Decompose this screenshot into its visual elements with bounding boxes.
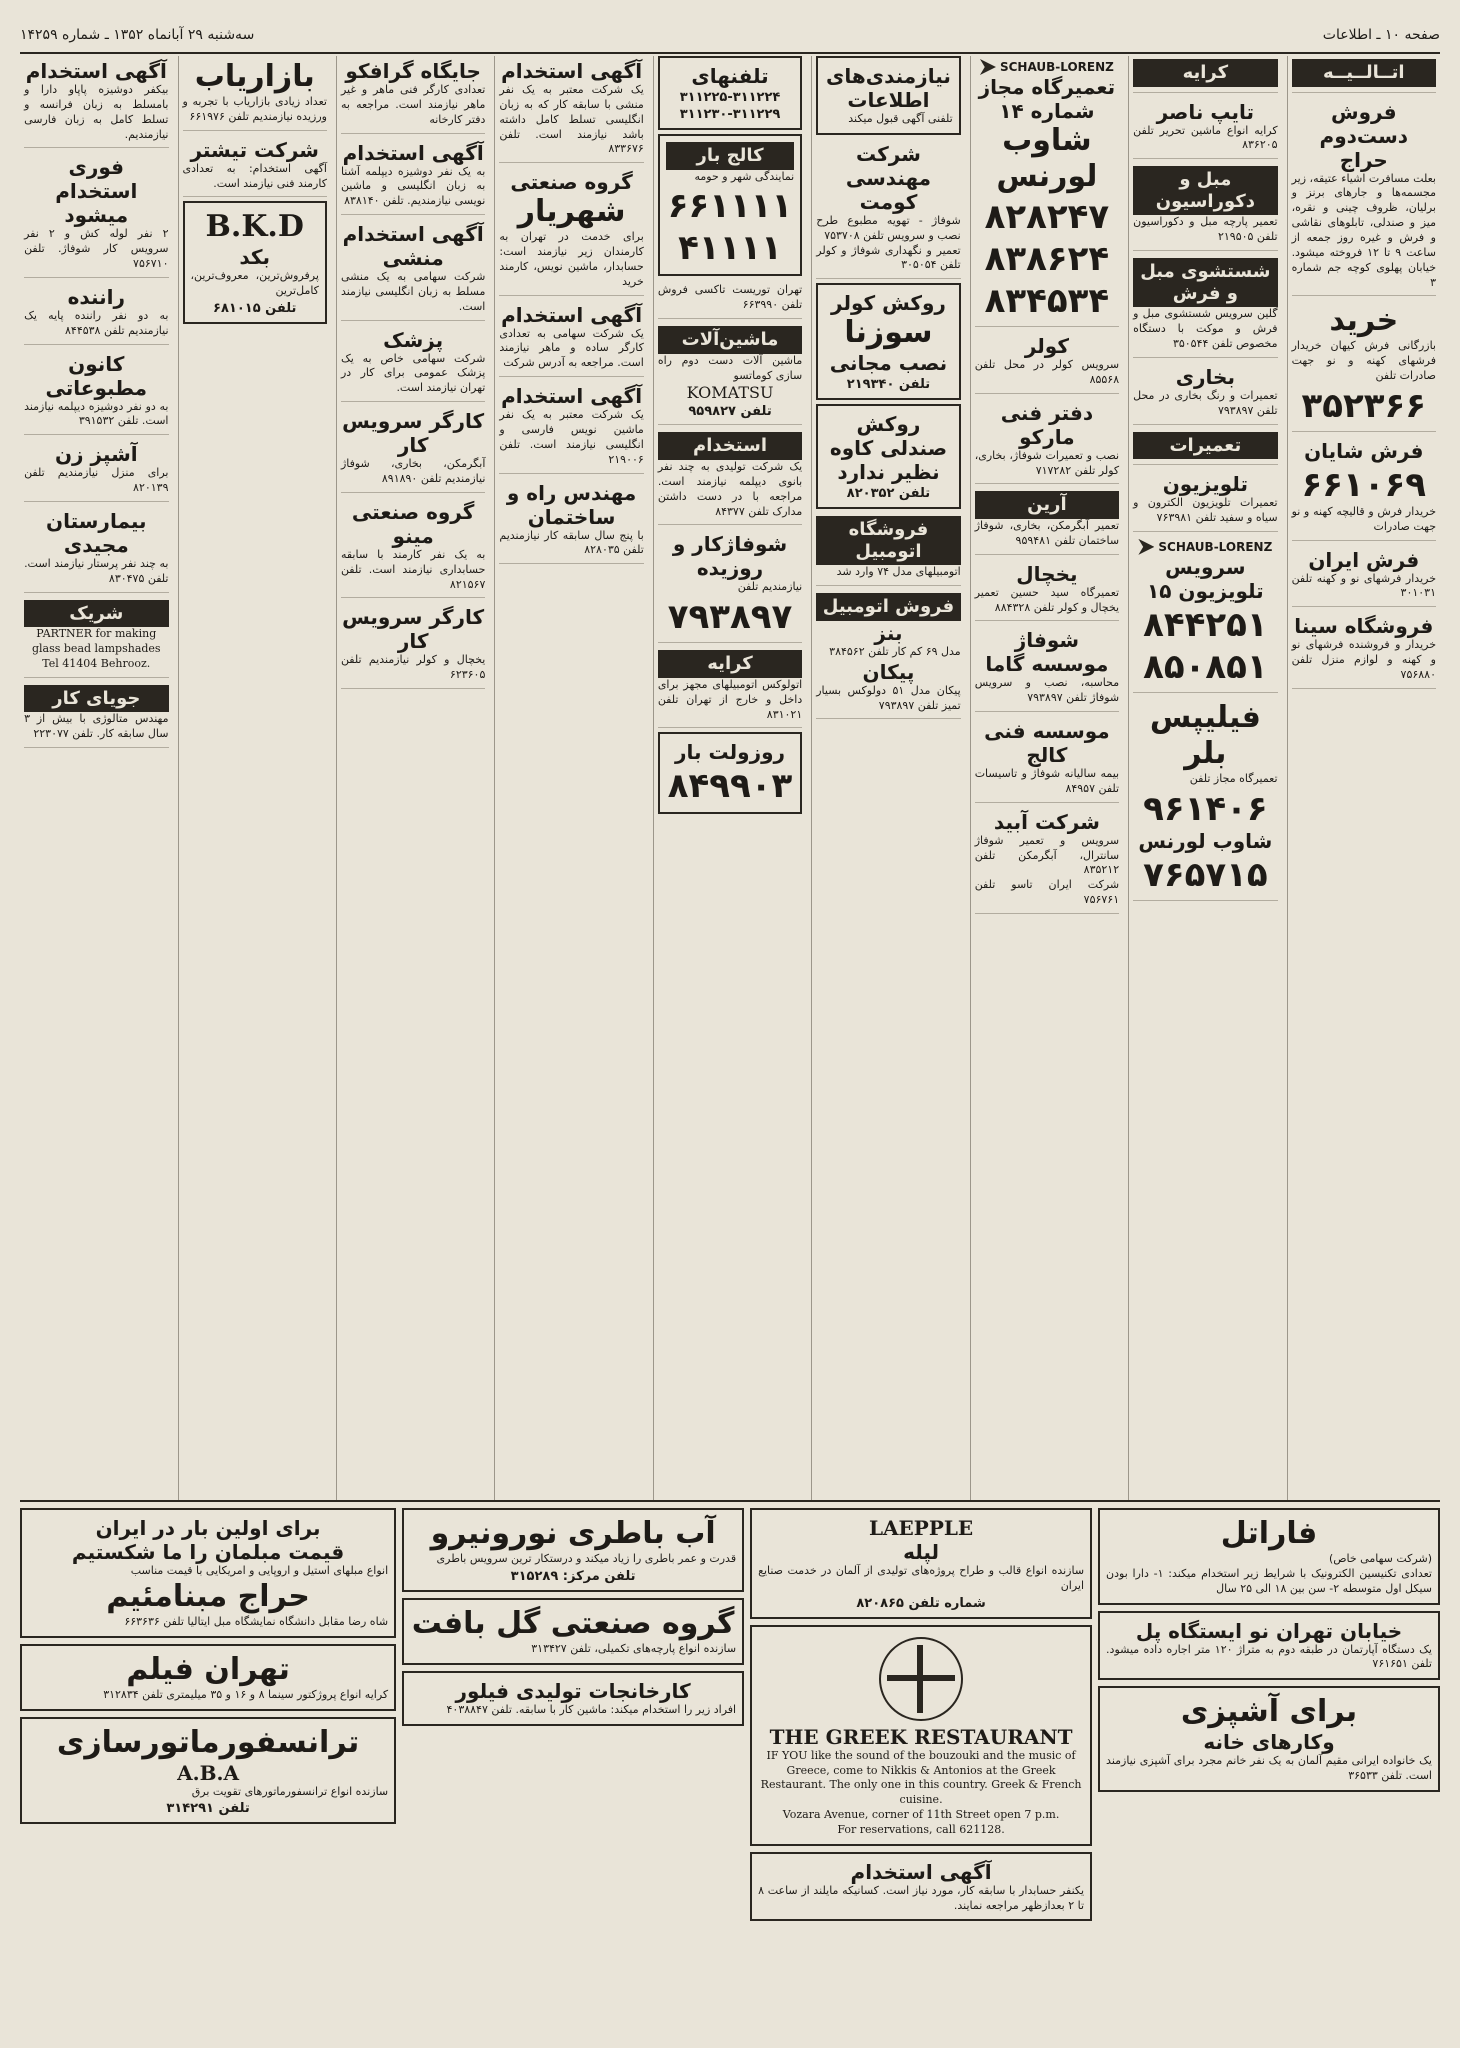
bottom-col-farateel <box>1098 1508 1440 2028</box>
ad-title: شرکت تیشتر <box>190 137 319 162</box>
ad-title: بازاریاب <box>194 59 315 94</box>
ad-text: آبگرمکن، بخاری، شوفاژ نیازمندیم تلفن ۸۹۱۸۹۰ <box>340 457 486 485</box>
ad-text: یخچال و کولر نیازمندیم تلفن ۶۲۳۶۰۵ <box>340 653 486 682</box>
ad-title: کالج بار <box>666 142 794 170</box>
ad-text: (شرکت سهامی خاص) <box>1328 1552 1432 1565</box>
ad-text: به دو نفر دوشیزه دیپلمه نیازمند است. تلفن ۳۹۱۵۳۲ <box>24 399 169 428</box>
ad-phone: ۹۶۱۴۰۶ <box>1143 788 1268 829</box>
section-heading: استخدام <box>658 432 802 460</box>
ad-title: آگهی استخدام منشی <box>342 222 484 271</box>
ad-brand: B.K.D <box>205 209 304 245</box>
windmill-icon <box>879 1637 963 1721</box>
ad-brand: KOMATSU <box>686 383 774 403</box>
ad-text: برای خدمت در تهران به کارمندان زیر نیازمند است: حسابدار، ماشین نویس، کارمند خرید <box>499 230 644 288</box>
ad-text: مدل ۶۹ کم کار تلفن ۳۸۴۵۶۲ <box>829 644 961 658</box>
section-heading: تعمیرات <box>1133 432 1277 460</box>
ad-title: مهندس راه و ساختمان <box>506 480 637 529</box>
ad-text: به چند نفر پرستار نیازمند است. تلفن ۸۳۰۴۷۵ <box>24 556 169 585</box>
section-heading: کرایه <box>1133 59 1277 87</box>
ad-phone: ۶۶۱۰۶۹ <box>1301 464 1427 505</box>
ad-title: بخاری <box>1175 364 1235 389</box>
ad-title: روکش کولر <box>831 291 946 316</box>
page-label: صفحه ۱۰ ـ اطلاعات <box>1322 27 1440 43</box>
ad-text: نیازمندیم تلفن <box>737 580 803 594</box>
ad-title: فیلیپس بلر <box>1149 699 1261 771</box>
banner-phones: ۳۱۱۲۳۰-۳۱۱۲۲۹ <box>679 107 781 122</box>
ad-text: بازرگانی فرش کیهان خریدار فرشهای کهنه و نو جهت صادرات تلفن <box>1291 339 1436 383</box>
ad-title: کارخانجات تولیدی فیلور <box>455 1678 691 1703</box>
banner-phones: ۳۱۱۲۲۵-۳۱۱۲۲۴ <box>679 90 781 105</box>
ad-text: خریدار فرش و قالیچه کهنه و نو جهت صادرات <box>1291 504 1436 533</box>
banner-phones-label: تلفنهای <box>691 64 769 88</box>
ad-text: اتولوکس اتومبیلهای مجهز برای داخل و خارج از تهران تلفن ۸۳۱۰۲۱ <box>657 677 803 721</box>
ad-reservations: For reservations, call 621128. <box>837 1822 1005 1836</box>
ad-text: سرویس و تعمیر شوفاژ سانترال، آبگرمکن تلفن ۸۳۵۲۱۲ <box>974 833 1120 877</box>
ad-title: فاراتل <box>1220 1516 1318 1551</box>
ad-text: بعلت مسافرت اشیاء عتیقه، زیر مجسمه‌ها و جارهای برنز و برلیان، ظروف چینی و نقره، میز و صندلی، تابلوهای نقاشی و فرش و غیره روز جمعه از ساعت ۹ تا ۱۲ فروخته میشود. خیابان پهلوی کوچه جم شماره ۳ <box>1291 171 1437 289</box>
ad-title: فرش ایران <box>1308 547 1420 572</box>
ad-text: PARTNER for making glass bead lampshades Tel 41404 Behrooz. <box>31 627 161 670</box>
ad-phone: تلفن مرکز: ۳۱۵۲۸۹ <box>510 1568 636 1584</box>
ad-title: بیمارستان مجیدی <box>46 508 147 557</box>
section-heading: فروشگاه اتومبیل <box>816 516 960 565</box>
ad-phone: ۸۳۴۵۳۴ <box>984 281 1110 321</box>
ad-text: کرایه انواع ماشین تحریر تلفن ۸۳۶۲۰۵ <box>1133 123 1278 152</box>
ad-title: آگهی استخدام <box>25 59 167 83</box>
ad-text: تعمیر آبگرمکن، بخاری، شوفاژ ساختمان تلفن ۹۵۹۴۸۱ <box>974 518 1120 547</box>
ad-phone: ۳۵۲۳۶۶ <box>1301 385 1427 426</box>
ad-text: پرفروش‌ترین، معروف‌ترین، کامل‌ترین <box>190 269 319 298</box>
ad-text: تعمیرات و رنگ بخاری در محل تلفن ۷۹۳۸۹۷ <box>1133 388 1278 417</box>
ad-phone: تلفن ۲۱۹۳۴۰ <box>846 377 931 393</box>
ad-text: گلین سرویس شستشوی مبل و فرش و موکت با دستگاه مخصوص تلفن ۳۵۰۵۴۴ <box>1133 307 1278 351</box>
bottom-col-greek <box>750 1508 1092 2028</box>
ad-text: سازنده انواع قالب و طراح پروژه‌های تولیدی از آلمان در خدمت صنایع ایران <box>758 1564 1085 1592</box>
ad-title: شوفاژکار و روزیده <box>672 532 788 581</box>
ad-text: تهران توریست تاکسی فروش تلفن ۶۶۳۹۹۰ <box>657 283 803 312</box>
ad-title: خیابان تهران نو ایستگاه پل <box>1135 1618 1403 1643</box>
ad-title: شستشوی مبل و فرش <box>1133 258 1277 307</box>
ad-title: تهران فیلم <box>126 1651 290 1687</box>
ad-text: سازنده انواع ترانسفورماتورهای تقویت برق <box>191 1784 389 1798</box>
ad-phone: تلفن ۳۱۴۲۹۱ <box>166 1801 250 1817</box>
ad-text: کرایه انواع پروژکتور سینما ۸ و ۱۶ و ۳۵ میلیمتری تلفن ۳۱۲۸۳۴ <box>103 1687 389 1701</box>
ad-title: کارگر سرویس کار <box>342 605 485 654</box>
ad-text: تعمیرگاه سید حسین تعمیر یخچال و کولر تلفن ۸۸۴۳۲۸ <box>974 585 1120 614</box>
ad-title: گروه صنعتی مینو <box>351 499 475 548</box>
page-header <box>20 18 1440 54</box>
ad-title: فرش شایان <box>1304 438 1424 463</box>
ad-title: شرکت آبید <box>993 809 1100 834</box>
ad-text: تعمیرات تلویزیون الکترون و سیاه و سفید تلفن ۷۶۳۹۸۱ <box>1133 496 1278 524</box>
banner-title: نیازمندی‌های اطلاعات <box>826 64 951 112</box>
ad-title: خرید <box>1329 303 1399 339</box>
ad-text: آگهی استخدام: به تعدادی کارمند فنی نیازمند است. <box>182 161 327 190</box>
ad-title: آگهی استخدام <box>342 140 484 165</box>
banner-subtitle: تلفنی آگهی قبول میکند <box>848 112 953 125</box>
ad-text: با پنج سال سابقه کار نیازمندیم تلفن ۸۲۸۰۳۵ <box>499 528 644 557</box>
ad-text: برای منزل نیازمندیم تلفن ۸۲۰۱۳۹ <box>24 466 169 495</box>
ad-brand: A.B.A <box>177 1760 239 1785</box>
ad-text: تعداد زیادی بازاریاب با تجربه و ورزیده نیازمندیم تلفن ۶۶۱۹۷۶ <box>182 95 327 123</box>
ad-title: کارگر سرویس کار <box>342 409 485 458</box>
ad-title: برای آشپزی <box>1180 1694 1358 1730</box>
ad-title: تلویزیون <box>1162 472 1248 497</box>
ad-title: آب باطری نورونیرو <box>430 1516 716 1551</box>
section-heading: اتــالــیــه <box>1292 59 1436 87</box>
ad-text: ۲ نفر لوله کش و ۲ نفر سرویس کار شوفاژ. تلفن ۷۵۶۷۱۰ <box>24 227 169 271</box>
ad-title: آرین <box>975 491 1119 519</box>
schaub-logo: SCHAUB-LORENZ <box>975 59 1119 75</box>
section-heading: کرایه <box>658 650 802 678</box>
ad-text: نصب و تعمیرات شوفاژ، بخاری، کولر تلفن ۷۱۷۲۸۲ <box>974 448 1120 477</box>
ad-title: شوفاژ <box>1014 628 1080 653</box>
section-heading: فروش اتومبیل <box>816 593 960 621</box>
ad-text: افراد زیر را استخدام میکند: ماشین کار با سابقه. تلفن ۴۰۳۸۸۴۷ <box>446 1702 737 1716</box>
ad-text: بیکفر دوشیزه پاپاو دارا و بامسلط به زبان فرانسه و تسلط کامل به زبان فارسی نیازمندیم. <box>24 83 169 141</box>
ad-text: IF YOU like the sound of the bouzouki and the music of Greece, come to Nikkis & Antonios at the Greek Restaurant. The only one in this country. Greek & French cuisine. <box>760 1748 1082 1807</box>
ad-title: فوری استخدام میشود <box>55 155 138 228</box>
ad-title: فروش دست‌دوم <box>1319 99 1409 148</box>
ad-title: گروه صنعتی گل بافت <box>411 1605 735 1641</box>
ad-text: یک شرکت سهامی به تعدادی کارگر ساده و ماهر نیازمند است. مراجعه به آدرس شرکت <box>499 326 644 370</box>
ad-text: تعدادی تکنیسین الکترونیک با شرایط زیر استخدام میکند: ۱- دارا بودن سیکل اول متوسطه ۲- سن بین ۱۸ الی ۲۵ سال <box>1106 1566 1432 1595</box>
ad-text: یک خانواده ایرانی مقیم آلمان به یک نفر خانم مجرد برای آشپزی نیازمند است. تلفن ۳۶۵۳۳ <box>1106 1754 1432 1783</box>
ad-text: خریدار فرشهای نو و کهنه تلفن ۳۰۱۰۳۱ <box>1291 571 1436 600</box>
ad-text: شوفاژ - تهویه مطبوع طرح نصب و سرویس تلفن ۷۵۳۷۰۸ <box>816 213 961 242</box>
ad-phone: شماره تلفن ۸۲۰۸۶۵ <box>856 1595 986 1611</box>
ad-text: شاه رضا مقابل دانشگاه نمایشگاه مبل ایتالیا تلفن ۶۶۳۶۳۶ <box>124 1614 389 1628</box>
ad-text: تعمیر و نگهداری شوفاژ و کولر تلفن ۳۰۵۰۵۴ <box>816 243 961 272</box>
ad-text: به دو نفر راننده پایه یک نیازمندیم تلفن ۸۴۴۵۳۸ <box>24 308 169 337</box>
ad-title: وکارهای خانه <box>1203 1730 1335 1755</box>
ad-phone: تلفن ۶۸۱۰۱۵ <box>213 301 297 317</box>
ad-title: روکش صندلی کاوه <box>829 412 948 461</box>
ad-text: یک شرکت تولیدی به چند نفر بانوی دیپلمه نیازمند است. مراجعه با در دست داشتن مدارک تلفن ۸۴۳۷۷ <box>657 460 803 518</box>
ad-title: کولر <box>1024 334 1069 358</box>
ad-phone: ۸۲۸۲۴۷ <box>984 197 1110 237</box>
logo-mark-icon <box>1138 539 1154 555</box>
ad-title: THE GREEK RESTAURANT <box>769 1724 1073 1749</box>
ad-phone: ۷۶۵۷۱۵ <box>1143 854 1268 895</box>
ad-title: قیمت مبلمان را ما شکستیم <box>71 1540 345 1564</box>
ad-text: تعمیرگاه مجاز تلفن <box>1189 771 1278 785</box>
ad-phone: ۸۵۰۸۵۱ <box>1143 646 1268 687</box>
date-issue: سه‌شنبه ۲۹ آبانماه ۱۳۵۲ ـ شماره ۱۴۲۵۹ <box>20 27 255 43</box>
section-heading: جویای کار <box>24 685 168 713</box>
section-heading: ماشین‌آلات <box>658 326 802 354</box>
logo-mark-icon <box>980 59 996 75</box>
ad-text: یک شرکت معتبر به یک نفر ماشین نویس فارسی و انگلیسی نیازمند است. تلفن ۲۱۹۰۰۶ <box>499 408 644 466</box>
ad-text: خریدار و فروشنده فرشهای نو و کهنه و لوازم منزل تلفن ۷۵۶۸۸۰ <box>1291 638 1436 681</box>
ad-title: راننده <box>67 284 125 309</box>
ad-text: یک شرکت معتبر به یک نفر منشی با سابقه کار که به زبان انگلیسی تسلط کامل داشته باشد نیازمند است. تلفن ۸۳۳۶۷۶ <box>499 83 644 156</box>
ad-title: پزشک <box>383 327 444 352</box>
ad-title: جایگاه گرافکو <box>345 59 481 83</box>
ad-text: اتومبیلهای مدل ۷۴ وارد شد <box>836 565 961 579</box>
ad-title: نصب مجانی <box>829 351 948 376</box>
ad-title: آگهی استخدام <box>501 59 643 83</box>
ad-title: تعمیرگاه مجاز شماره ۱۴ <box>978 75 1116 123</box>
ad-title: کانون مطبوعاتی <box>45 351 148 400</box>
ad-title: موسسه گاما <box>985 652 1109 677</box>
ad-title: آگهی استخدام <box>501 384 643 409</box>
bottom-col-batteries <box>402 1508 744 2028</box>
ad-brand: LAEPPLE <box>868 1516 974 1540</box>
ad-title: آگهی استخدام <box>850 1859 992 1884</box>
ad-title: آشپز زن <box>54 442 138 467</box>
banner-box <box>816 56 960 135</box>
ad-text: تعدادی کارگر فنی ماهر و غیر ماهر نیازمند است. مراجعه به دفتر کارخانه <box>340 83 486 126</box>
ad-title: لپله <box>903 1540 940 1564</box>
ad-title: نظیر ندارد <box>837 460 940 485</box>
ad-title: حراج <box>1339 147 1388 172</box>
ad-title: بنز <box>874 620 903 645</box>
ad-title: آگهی استخدام <box>501 302 643 327</box>
ad-title: فروشگاه سینا <box>1294 614 1434 639</box>
ad-title: سوزنا <box>844 315 933 351</box>
ad-title: حراج مبنامئیم <box>106 1578 310 1614</box>
ad-text: به یک نفر دوشیزه دیپلمه آشنا به زبان انگلیسی و ماشین نویسی نیازمندیم. تلفن ۸۳۸۱۴۰ <box>340 164 486 208</box>
ad-text: شرکت سهامی خاص به یک پزشک عمومی برای کار در تهران نیازمند است. <box>340 351 486 395</box>
ad-title: تایپ ناصر <box>1156 99 1255 124</box>
ad-title: یخچال <box>1016 561 1078 586</box>
ad-text: شرکت ایران تاسو تلفن ۷۵۶۷۶۱ <box>974 878 1120 907</box>
ad-title: موسسه فنی کالج <box>984 719 1110 768</box>
ad-text: ماشین آلات دست دوم راه سازی کوماتسو <box>657 353 803 382</box>
ad-text: مهندس متالوژی با بیش از ۳ سال سابقه کار. تلفن ۲۲۳۰۷۷ <box>24 712 169 741</box>
schaub-logo: SCHAUB-LORENZ <box>1133 539 1277 555</box>
ad-title: دفتر فنی مارکو <box>1000 400 1094 449</box>
ad-phone: ۸۳۸۶۲۴ <box>984 239 1110 279</box>
ad-phone: ۸۴۴۲۵۱ <box>1143 604 1268 645</box>
ad-title: پیکان <box>862 659 915 684</box>
ad-title: شهریار <box>517 194 626 230</box>
ad-text: یکنفر حسابدار با سابقه کار، مورد نیاز است. کسانیکه مایلند از ساعت ۸ تا ۲ بعدازظهر مراجعه نمایند. <box>758 1883 1085 1912</box>
ad-phone: ۷۹۳۸۹۷ <box>667 597 793 638</box>
ad-title: شرکت مهندسی کومت <box>845 141 932 214</box>
ad-title: گروه صنعتی <box>510 170 633 195</box>
ad-title: مبل و دکوراسیون <box>1133 166 1277 215</box>
ad-text: پیکان مدل ۵۱ دولوکس بسیار تمیز تلفن ۷۹۳۸۹۷ <box>816 683 961 712</box>
ad-text: بیمه سالیانه شوفاژ و تاسیسات تلفن ۸۴۹۵۷ <box>974 767 1120 795</box>
ad-title: برای اولین بار در ایران <box>95 1516 321 1540</box>
ad-text: نمایندگی شهر و حومه <box>694 169 795 183</box>
ad-address: Vozara Avenue, corner of 11th Street open 7 p.m. <box>782 1808 1060 1822</box>
ad-text: قدرت و عمر باطری را زیاد میکند و درستکار ترین سرویس باطری <box>436 1552 737 1565</box>
ad-text: انواع مبلهای استیل و اروپایی و امریکایی با قیمت مناسب <box>130 1564 389 1577</box>
ad-phone: تلفن ۹۵۹۸۲۷ <box>688 404 772 420</box>
ad-title: شاوب لورنس <box>1138 828 1273 853</box>
ad-title: ترانسفورماتورسازی <box>56 1724 360 1760</box>
ad-phone: ۶۶۱۱۱۱ <box>667 186 793 227</box>
ad-title: روزولت بار <box>674 740 786 765</box>
ad-phone: ۸۴۹۹۰۳ <box>667 766 793 807</box>
section-heading: شریک <box>24 600 168 628</box>
ad-text: سازنده انواع پارچه‌های تکمیلی، تلفن ۳۱۳۴۲۷ <box>531 1641 737 1655</box>
ad-text: محاسبه، نصب و سرویس شوفاژ تلفن ۷۹۳۸۹۷ <box>974 676 1120 705</box>
ad-title: سرویس تلویزیون ۱۵ <box>1147 554 1264 603</box>
ad-title: بکد <box>239 245 271 270</box>
ad-phone: ۴۱۱۱۱ <box>678 228 782 269</box>
ad-phone: تلفن ۸۲۰۳۵۲ <box>846 486 931 502</box>
ad-title: شاوب لورنس <box>996 123 1098 194</box>
ad-text: یک دستگاه آپارتمان در طبقه دوم به متراژ ۱۲۰ متر اجاره داده میشود. تلفن ۷۶۱۶۵۱ <box>1106 1642 1432 1671</box>
ad-text: به یک نفر کارمند با سابقه حسابداری نیازمند است. تلفن ۸۲۱۵۶۷ <box>340 547 486 591</box>
bottom-ads <box>20 1500 1440 2028</box>
ad-text: سرویس کولر در محل تلفن ۸۵۵۶۸ <box>974 358 1120 386</box>
ad-text: شرکت سهامی به یک منشی مسلط به زبان انگلیسی نیازمند است. <box>340 270 486 313</box>
bottom-col-furniture <box>20 1508 396 2028</box>
ad-text: تعمیر پارچه مبل و دکوراسیون تلفن ۲۱۹۵۰۵ <box>1133 215 1278 244</box>
